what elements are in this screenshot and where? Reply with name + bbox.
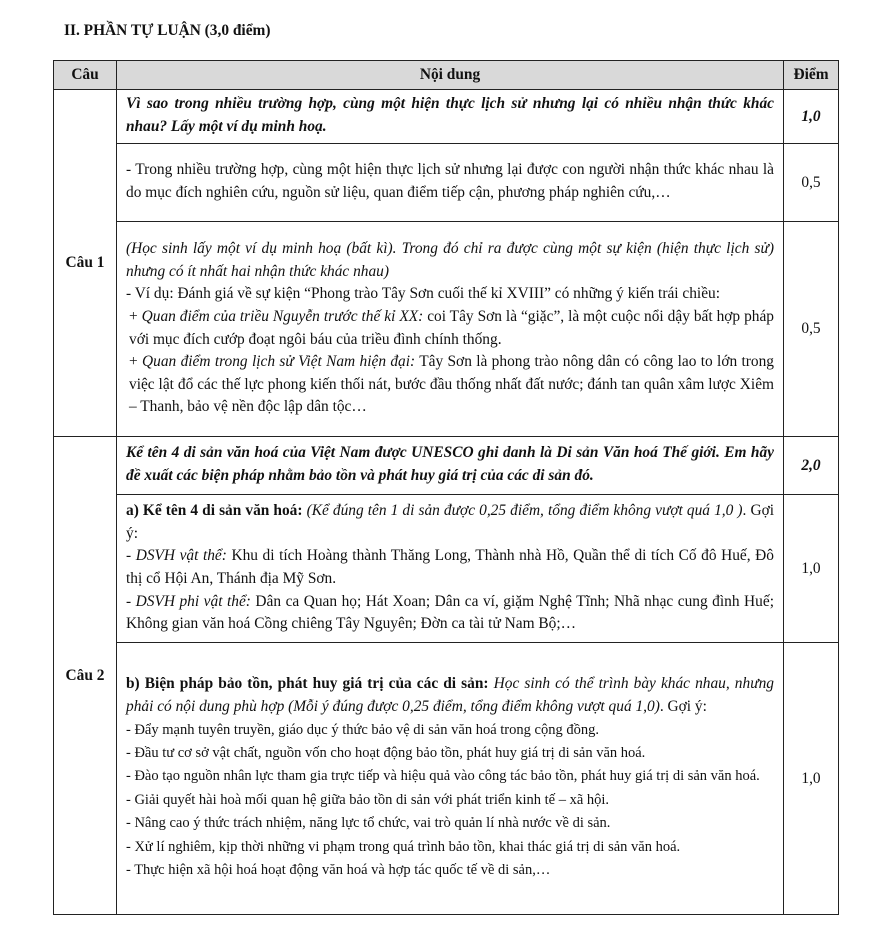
cau1-part2: [117, 222, 784, 437]
table-row: [54, 90, 839, 144]
table-row: [54, 222, 839, 437]
cau2-question: Kể tên 4 di sản văn hoá của Việt Nam được UNESCO ghi danh là Di sản Văn hoá Thế giới. Em hãy đề xuất các biện pháp nhằm bảo tồn và phát huy giá trị của các di sản đó.: [117, 437, 784, 495]
cau1-part1: - Trong nhiều trường hợp, cùng một hiện thực lịch sử nhưng lại được con người nhận thức khác nhau là do mục đích nghiên cứu, nguồn sử liệu, quan điểm tiếp cận, phương pháp nghiên cứu,…: [117, 144, 784, 222]
answer-table: [53, 60, 839, 915]
table-row: [54, 437, 839, 495]
cau2-part-a-line1: - DSVH vật thể: Khu di tích Hoàng thành Thăng Long, Thành nhà Hồ, Quần thể di tích Cố đô Huế, Đô thị cổ Hội An, Thánh địa Mỹ Sơn.: [126, 547, 774, 587]
table-row: [54, 495, 839, 643]
cau2-label: Câu 2: [54, 437, 117, 915]
cau2-part-a-score: 1,0: [784, 495, 839, 643]
cau1-part2-view2: + Quan điểm trong lịch sử Việt Nam hiện đại: Tây Sơn là phong trào nông dân có công lao to lớn trong việc lật đổ các thế lực phong kiến thối nát, bước đầu thống nhất đất nước; đánh tan quân xâm lược Xiêm – Thanh, bảo vệ nền độc lập dân tộc…: [129, 353, 774, 416]
cau2-question-score: 2,0: [784, 437, 839, 495]
cau2-part-a-title: a) Kể tên 4 di sản văn hoá: (Kể đúng tên 1 di sản được 0,25 điểm, tổng điểm không vượt quá 1,0 ). Gợi ý:: [126, 502, 774, 542]
table-row: [54, 144, 839, 222]
cau1-label: Câu 1: [54, 90, 117, 437]
cau2-part-b-title: b) Biện pháp bảo tồn, phát huy giá trị của các di sản: Học sinh có thể trình bày khác nhau, nhưng phải có nội dung phù hợp (Mỗi ý đúng được 0,25 điểm, tổng điểm không vượt quá 1,0). Gợi ý:: [126, 675, 774, 716]
cau1-part2-score: 0,5: [784, 222, 839, 437]
cau2-part-b-item: - Nâng cao ý thức trách nhiệm, năng lực tổ chức, vai trò quản lí nhà nước về di sản.: [126, 815, 611, 832]
cau1-part1-score: 0,5: [784, 144, 839, 222]
cau2-part-b: [117, 643, 784, 915]
table-row: [54, 643, 839, 915]
cau2-part-b-item: - Xử lí nghiêm, kịp thời những vi phạm trong quá trình bảo tồn, khai thác giá trị di sản văn hoá.: [126, 838, 681, 855]
cau1-question-score: 1,0: [784, 90, 839, 144]
header-noi-dung: Nội dung: [117, 61, 784, 90]
cau1-question: Vì sao trong nhiều trường hợp, cùng một hiện thực lịch sử nhưng lại có nhiều nhận thức khác nhau? Lấy một ví dụ minh hoạ.: [117, 90, 784, 144]
cau2-part-b-item: - Thực hiện xã hội hoá hoạt động văn hoá và hợp tác quốc tế về di sản,…: [126, 862, 551, 879]
cau2-part-a: [117, 495, 784, 643]
cau2-part-b-item: - Đào tạo nguồn nhân lực tham gia trực tiếp và hiệu quả vào công tác bảo tồn, phát huy giá trị di sản văn hoá.: [126, 768, 760, 785]
header-diem: Điểm: [784, 61, 839, 90]
cau2-part-b-item: - Đầu tư cơ sở vật chất, nguồn vốn cho hoạt động bảo tồn, phát huy giá trị di sản văn hoá.: [126, 745, 646, 762]
cau1-part2-example: - Ví dụ: Đánh giá về sự kiện “Phong trào Tây Sơn cuối thế kỉ XVIII” có những ý kiến trái chiều:: [126, 285, 721, 303]
cau1-part2-intro: (Học sinh lấy một ví dụ minh hoạ (bất kì). Trong đó chỉ ra được cùng một sự kiện (hiện thực lịch sử) nhưng có ít nhất hai nhận thức khác nhau): [126, 240, 774, 280]
table-header-row: [54, 61, 839, 90]
cau2-part-b-item: - Đẩy mạnh tuyên truyền, giáo dục ý thức bảo vệ di sản văn hoá trong cộng đồng.: [126, 721, 599, 738]
cau1-part2-view1: + Quan điểm của triều Nguyễn trước thế kỉ XX: coi Tây Sơn là “giặc”, là một cuộc nổi dậy bất hợp pháp với mục đích cướp đoạt ngôi báu của triều đình chính thống.: [129, 307, 774, 348]
cau2-part-a-line2: - DSVH phi vật thể: Dân ca Quan họ; Hát Xoan; Dân ca ví, giặm Nghệ Tĩnh; Nhã nhạc cung đình Huế; Không gian văn hoá Cồng chiêng Tây Nguyên; Đờn ca tài tử Nam Bộ;…: [126, 592, 774, 633]
cau2-part-b-item: - Giải quyết hài hoà mối quan hệ giữa bảo tồn di sản với phát triển kinh tế – xã hội.: [126, 791, 610, 808]
header-cau: Câu: [54, 61, 117, 90]
cau2-part-b-score: 1,0: [784, 643, 839, 915]
section-heading: II. PHẦN TỰ LUẬN (3,0 điểm): [64, 22, 271, 39]
